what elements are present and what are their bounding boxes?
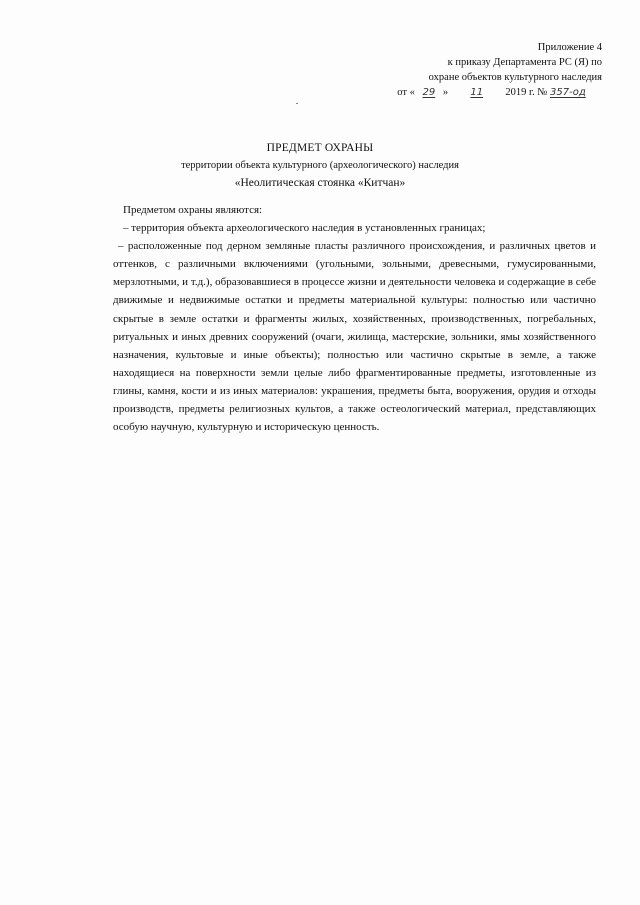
order-day-handwritten: 29 — [422, 87, 436, 98]
appendix-order-ref: к приказу Департамента РС (Я) по — [447, 57, 602, 68]
intro-line: Предметом охраны являются: — [123, 204, 263, 216]
document-title: ПРЕДМЕТ ОХРАНЫ — [266, 142, 374, 154]
scan-speck — [296, 103, 298, 104]
appendix-header — [362, 40, 602, 100]
order-number-handwritten: 357-од — [550, 87, 586, 98]
order-date-mid: » — [442, 87, 449, 98]
protection-item-layers: – расположенные под дерном земляные пласты различного происхождения, и различных цветов и оттенков, с различными включениями (угольными, зольными, древесными, гумусированными, мерзлотными, и т.д.), образовавшиеся в процессе жизни и деятельности человека и содержащие в себе движимые и недвижимые остатки и предметы материальной культуры: полностью или частично скрытые в земле остатки и фрагменты жилых, хозяйственных, производственных, погребальных, ритуальных и иных древних сооружений (очаги, жилища, мастерские, зольники, ямы хозяйственного назначения, культовые и иные объекты); полностью или частично скрытые в земле, а также находящиеся на поверхности земли целые либо фрагментированные предметы, изготовленные из глины, камня, кости и из иных материалов: украшения, предметы быта, вооружения, орудия и отходы производств, предметы религиозных культов, а также остеологический материал, представляющих особую научную, культурную и историческую ценность. — [113, 240, 596, 434]
appendix-number: Приложение 4 — [537, 42, 602, 53]
order-date-prefix: от « — [397, 87, 415, 98]
appendix-order-date-line — [362, 85, 602, 100]
order-month-handwritten: 11 — [470, 87, 484, 98]
document-body — [113, 201, 596, 436]
document-title-block — [0, 140, 640, 192]
document-subtitle: территории объекта культурного (археологического) наследия — [181, 160, 459, 171]
appendix-department: охране объектов культурного наследия — [428, 72, 602, 83]
order-year-label: 2019 г. № — [505, 87, 548, 98]
protection-item-territory: – территория объекта археологического наследия в установленных границах; — [123, 222, 486, 235]
site-name: «Неолитическая стоянка «Китчан» — [234, 177, 406, 189]
